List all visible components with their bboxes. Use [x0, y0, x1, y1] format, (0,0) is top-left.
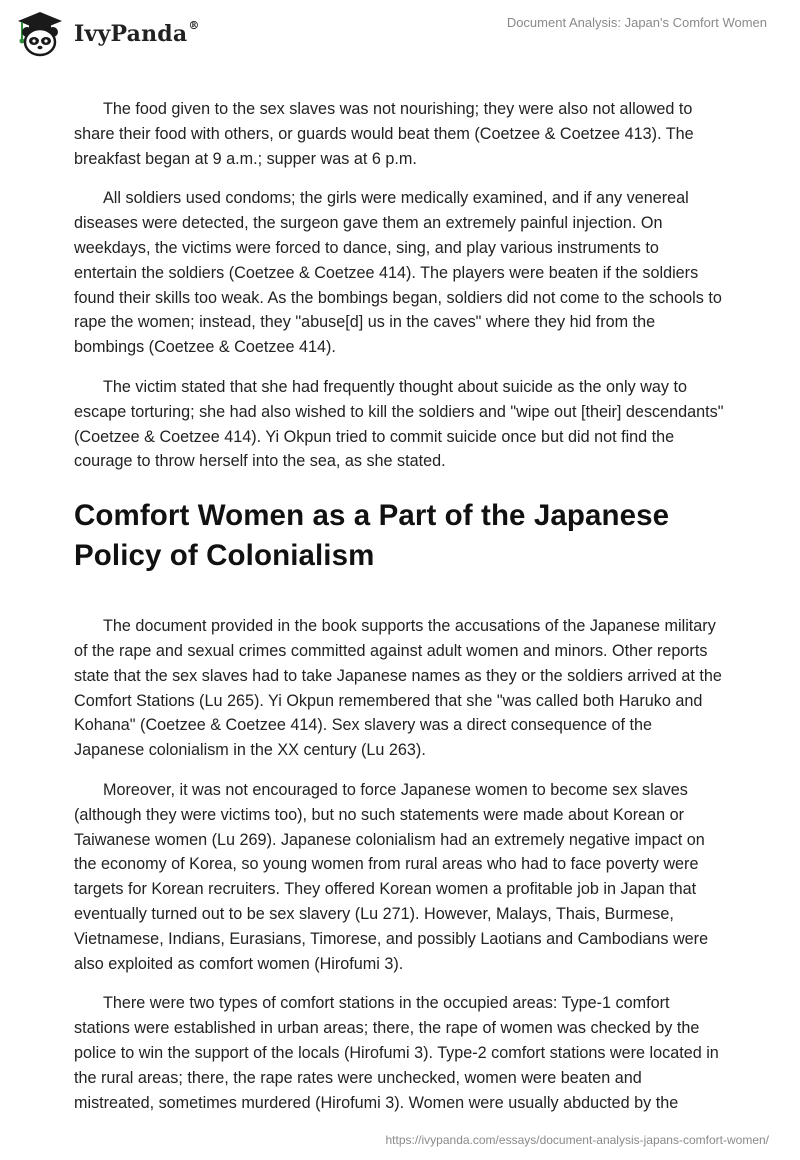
paragraph: The food given to the sex slaves was not nourishing; they were also not allowed to share their food with others, or guards would beat them (Coetzee & Coetzee 413). The breakfast began at 9 a.m.; supper was at 6 p.m.: [74, 100, 694, 168]
page-header: [0, 0, 800, 66]
trademark-symbol: ®: [188, 19, 200, 32]
brand-name: IvyPanda®: [74, 19, 200, 47]
document-title: Document Analysis: Japan's Comfort Women: [506, 15, 767, 30]
section-heading: Comfort Women as a Part of the Japanese Policy of Colonialism: [74, 499, 670, 573]
paragraph: The victim stated that she had frequently thought about suicide as the only way to escape torturing; she had also wished to kill the soldiers and "wipe out [their] descendants" (Coetzee & Coetzee 414). Yi Okpun tried to commit suicide once but did not find the courage to throw herself into the sea, as she stated.: [74, 377, 724, 471]
paragraph: Moreover, it was not encouraged to force Japanese women to become sex slaves (although they were victims too), but no such statements were made about Korean or Taiwanese women (Lu 269). Japanese colonialism had an extremely negative impact on the economy of Korea, so young women from rural areas who had to face poverty were targets for Korean recruiters. They offered Korean women a profitable job in Japan that eventually turned out to be sex slavery (Lu 271). However, Malays, Thais, Burmese, Vietnamese, Indians, Eurasians, Timorese, and possibly Laotians and Cambodians were also exploited as comfort women (Hirofumi 3).: [74, 780, 709, 973]
paragraph: The document provided in the book supports the accusations of the Japanese military of the rape and sexual crimes committed against adult women and minors. Other reports state that the sex slaves had to take Japanese names as they or the soldiers arrived at the Comfort Stations (Lu 265). Yi Okpun remembered that she "was called both Haruko and Kohana" (Coetzee & Coetzee 414). Sex slavery was a direct consequence of the Japanese colonialism in the XX century (Lu 263).: [74, 617, 722, 760]
article-body: [74, 97, 726, 1130]
panda-graduate-icon: [14, 10, 66, 58]
paragraph: All soldiers used condoms; the girls were medically examined, and if any venereal diseases were detected, the surgeon gave them an extremely painful injection. On weekdays, the victims were forced to dance, sing, and play various instruments to entertain the soldiers (Coetzee & Coetzee 414). The players were beaten if the soldiers found their skills too weak. As the bombings began, soldiers did not come to the schools to rape the women; instead, they "abuse[d] us in the caves" where they hid from the bombings (Coetzee & Coetzee 414).: [74, 189, 722, 357]
paragraph: There were two types of comfort stations in the occupied areas: Type-1 comfort stations were established in urban areas; there, the rape of women was checked by the police to win the support of the locals (Hirofumi 3). Type-2 comfort stations were located in the rural areas; there, the rape rates were unchecked, women were beaten and mistreated, sometimes murdered (Hirofumi 3). Women were usually abducted by the: [74, 994, 719, 1112]
brand-logo[interactable]: [14, 10, 200, 58]
source-url[interactable]: https://ivypanda.com/essays/document-analysis-japans-comfort-women/: [385, 1133, 769, 1147]
